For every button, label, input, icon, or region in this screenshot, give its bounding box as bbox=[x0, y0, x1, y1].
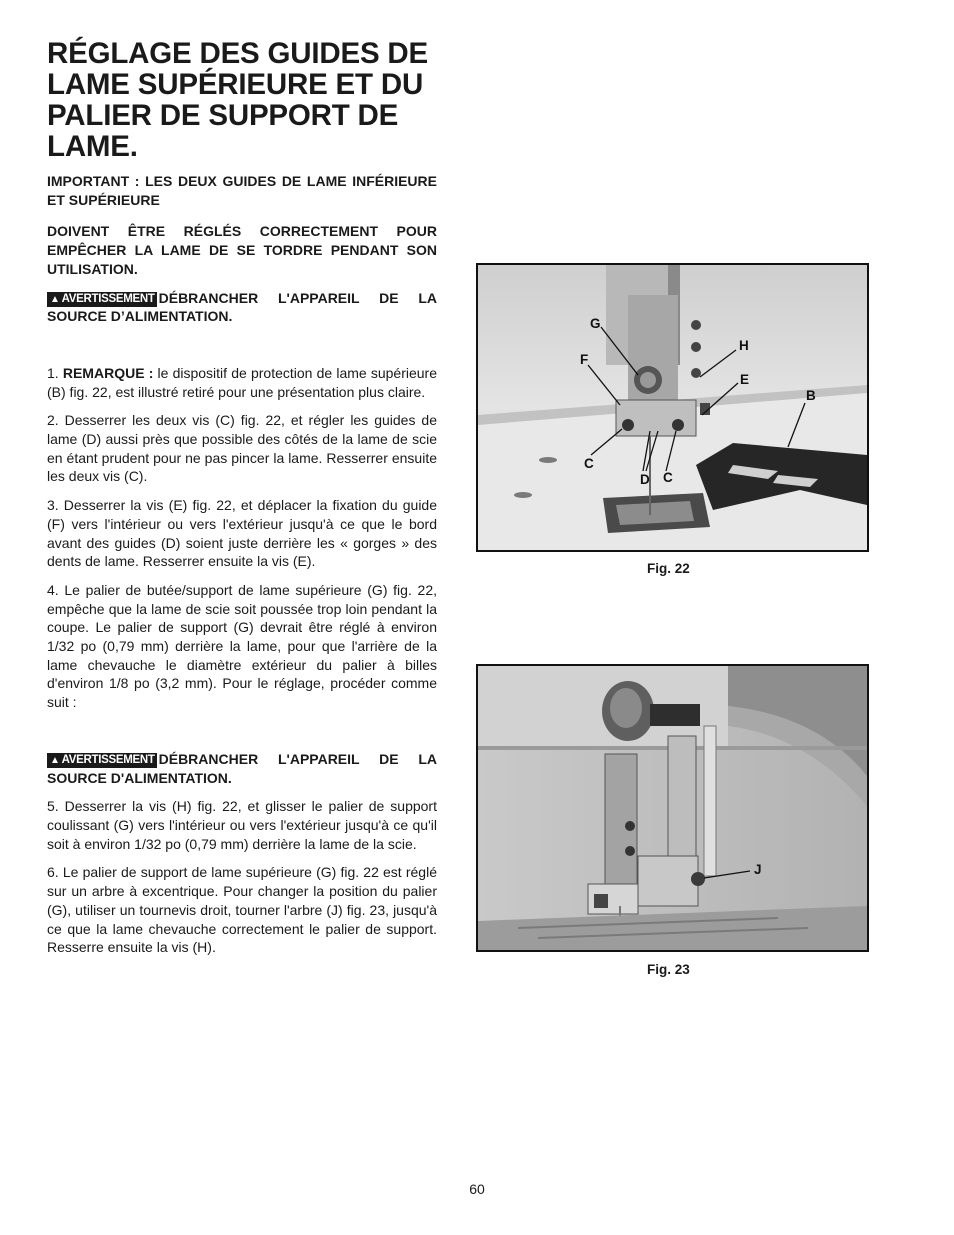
important-note-1: IMPORTANT : LES DEUX GUIDES DE LAME INFÉRIEURE ET SUPÉRIEURE bbox=[47, 173, 437, 208]
label-d: D bbox=[640, 472, 650, 487]
step-6: 6. Le palier de support de lame supérieure (G) fig. 22 est réglé sur un arbre à excentrique. Pour changer la position du palier (G), utiliser un tournevis droit, tourner l'arbre (J) fig. 23, jusqu'à ce que la lame chevauche correctement le palier de support. Resserre ensuite la vis (H). bbox=[47, 864, 437, 956]
title-line-2: LAME SUPÉRIEURE ET DU bbox=[47, 68, 424, 101]
warning-triangle-icon: ▲ bbox=[50, 754, 60, 766]
figure-22-illustration bbox=[478, 265, 867, 550]
label-j: J bbox=[754, 862, 762, 877]
label-b: B bbox=[806, 388, 816, 403]
warning-badge-label: AVERTISSEMENT bbox=[61, 292, 155, 305]
warning-badge bbox=[47, 292, 157, 307]
warning-triangle-icon: ▲ bbox=[50, 293, 60, 305]
step-5: 5. Desserrer la vis (H) fig. 22, et glisser le palier de support coulissant (G) vers l'intérieur ou vers l'extérieur jusqu'à ce qu'il soit à environ 1/32 po (0,79 mm) derrière la lame de la scie. bbox=[47, 798, 437, 852]
label-f: F bbox=[580, 352, 589, 367]
warning-1 bbox=[47, 289, 437, 326]
step-1-number: 1. bbox=[47, 364, 59, 381]
warning-2 bbox=[47, 750, 437, 787]
label-h: H bbox=[739, 338, 749, 353]
figure-23-photo bbox=[476, 664, 869, 952]
label-c-left: C bbox=[584, 456, 594, 471]
warning-badge bbox=[47, 753, 157, 768]
step-1-text: le dispositif de protection de lame supérieure (B) fig. 22, est illustré retiré pour une présentation plus claire. bbox=[47, 364, 438, 400]
title-line-1: RÉGLAGE DES GUIDES DE bbox=[47, 37, 428, 70]
figure-22-caption: Fig. 22 bbox=[647, 561, 690, 576]
text-column bbox=[47, 38, 437, 957]
warning-1-text: DÉBRANCHER L'APPAREIL DE LA SOURCE D’ALIMENTATION. bbox=[47, 289, 437, 325]
label-e: E bbox=[740, 372, 750, 387]
important-note-2: DOIVENT ÊTRE RÉGLÉS CORRECTEMENT POUR EMPÊCHER LA LAME DE SE TORDRE PENDANT SON UTILISATION. bbox=[47, 223, 437, 277]
warning-badge-label: AVERTISSEMENT bbox=[61, 753, 155, 766]
warning-2-text: DÉBRANCHER L'APPAREIL DE LA SOURCE D'ALIMENTATION. bbox=[47, 750, 437, 786]
figure-22-photo bbox=[476, 263, 869, 552]
label-c-right: C bbox=[663, 470, 673, 485]
page-title bbox=[47, 38, 437, 162]
figure-23-illustration bbox=[478, 666, 867, 950]
page-number: 60 bbox=[469, 1181, 485, 1197]
step-1-lead: REMARQUE : bbox=[62, 364, 154, 381]
step-4: 4. Le palier de butée/support de lame supérieure (G) fig. 22, empêche que la lame de scie soit poussée trop loin pendant la coupe. Le palier de support (G) devrait être réglé à environ 1/32 po (0,79 mm) derrière la lame, pour que l'arrière de la lame chevauche le diamètre extérieur du palier à billes d'environ 1/8 po (3,2 mm). Pour le réglage, procéder comme suit : bbox=[47, 581, 437, 711]
step-1 bbox=[47, 364, 437, 401]
figure-23-caption: Fig. 23 bbox=[647, 962, 690, 977]
title-line-4: LAME. bbox=[47, 130, 138, 163]
step-2: 2. Desserrer les deux vis (C) fig. 22, et régler les guides de lame (D) aussi près que possible des côtés de la lame de scie en étant prudent pour ne pas pincer la lame. Resserrer ensuite les deux vis (C). bbox=[47, 412, 437, 485]
title-line-3: PALIER DE SUPPORT DE bbox=[47, 99, 399, 132]
step-3: 3. Desserrer la vis (E) fig. 22, et déplacer la fixation du guide (F) vers l'intérieur ou vers l'extérieur jusqu'à ce que le bord avant des guides (D) soient juste derrière les « gorges » des dents de lame. Resserrer ensuite la vis (E). bbox=[47, 497, 437, 570]
label-g: G bbox=[590, 316, 601, 331]
